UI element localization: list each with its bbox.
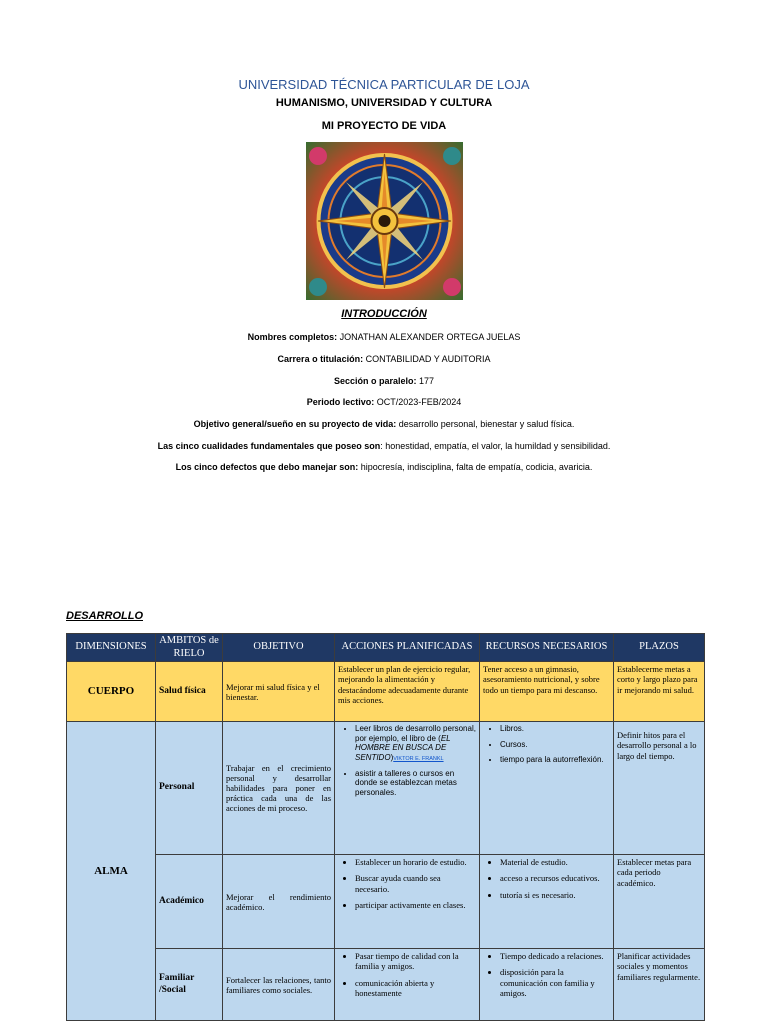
list-item: • asistir a talleres o cursos en donde se establezcan metas personales. xyxy=(355,769,476,798)
list-item: • tutoría si es necesario. xyxy=(500,890,610,900)
table-row-personal xyxy=(67,722,705,855)
plazos-cell: Planificar actividades sociales y momentos familiares regularmente. xyxy=(614,949,705,1021)
subject-title: HUMANISMO, UNIVERSIDAD Y CULTURA xyxy=(275,97,493,109)
info-label: Carrera o titulación: xyxy=(277,354,364,364)
dimension-cell: ALMA xyxy=(67,722,156,1021)
list-item xyxy=(355,724,476,762)
objetivo-cell: Mejorar mi salud física y el bienestar. xyxy=(223,662,335,722)
list-item: • acceso a recursos educativos. xyxy=(500,873,610,883)
ambito-cell: Académico xyxy=(156,855,223,949)
development-heading: DESARROLLO xyxy=(66,610,143,622)
header-plazos: PLAZOS xyxy=(614,634,705,662)
compass-emblem-image xyxy=(306,142,463,300)
info-value: JONATHAN ALEXANDER ORTEGA JUELAS xyxy=(337,332,521,342)
accion-text: Leer libros de desarrollo personal, por ejemplo, el libro de ( xyxy=(355,724,476,743)
info-value: desarrollo personal, bienestar y salud física. xyxy=(396,419,575,429)
dimension-cell: CUERPO xyxy=(67,662,156,722)
list-item: • Establecer un horario de estudio. xyxy=(355,857,476,867)
table-row-academico xyxy=(67,855,705,949)
project-title: MI PROYECTO DE VIDA xyxy=(321,120,447,132)
header-ambitos: AMBITOS de RIELO xyxy=(156,634,223,662)
info-line-objective xyxy=(0,419,768,429)
objetivo-cell: Fortalecer las relaciones, tanto familiares como sociales. xyxy=(223,949,335,1021)
info-value: 177 xyxy=(416,376,435,386)
acciones-cell xyxy=(335,949,480,1021)
table-row-cuerpo xyxy=(67,662,705,722)
info-value: hipocresía, indisciplina, falta de empatía, codicia, avaricia. xyxy=(358,462,593,472)
recursos-cell xyxy=(480,855,614,949)
university-name: UNIVERSIDAD TÉCNICA PARTICULAR DE LOJA xyxy=(238,77,530,92)
list-item: • Material de estudio. xyxy=(500,857,610,867)
recursos-cell: Tener acceso a un gimnasio, asesoramiento nutricional, y sobre todo un tiempo para mi descanso. xyxy=(480,662,614,722)
info-line-defects xyxy=(0,462,768,472)
list-item: • Pasar tiempo de calidad con la familia y amigos. xyxy=(355,951,476,971)
accion-text: ) xyxy=(390,752,394,762)
acciones-cell xyxy=(335,722,480,855)
objetivo-cell: Mejorar el rendimiento académico. xyxy=(223,855,335,949)
info-line-qualities xyxy=(0,441,768,451)
info-label: Sección o paralelo: xyxy=(333,376,417,386)
info-line-names xyxy=(0,332,768,342)
info-label: Objetivo general/sueño en su proyecto de vida: xyxy=(193,419,397,429)
info-value: : honestidad, empatía, el valor, la humildad y sensibilidad. xyxy=(380,441,611,451)
acciones-cell: Establecer un plan de ejercicio regular, mejorando la alimentación y destacándome adecuadamente durante mis acciones. xyxy=(335,662,480,722)
plazos-cell: Definir hitos para el desarrollo personal a lo largo del tiempo. xyxy=(614,722,705,855)
info-value: OCT/2023-FEB/2024 xyxy=(374,397,462,407)
ambito-cell: Salud física xyxy=(156,662,223,722)
list-item: • participar activamente en clases. xyxy=(355,900,476,910)
table-header-row xyxy=(67,634,705,662)
info-label: Las cinco cualidades fundamentales que poseo son xyxy=(157,441,381,451)
intro-heading: INTRODUCCIÓN xyxy=(341,308,427,320)
info-label: Nombres completos: xyxy=(247,332,338,342)
list-item: • Buscar ayuda cuando sea necesario. xyxy=(355,873,476,893)
info-value: CONTABILIDAD Y AUDITORIA xyxy=(363,354,491,364)
list-item: • Cursos. xyxy=(500,740,610,750)
header-objetivo: OBJETIVO xyxy=(223,634,335,662)
plazos-cell: Establecer metas para cada periodo académico. xyxy=(614,855,705,949)
recursos-cell xyxy=(480,722,614,855)
development-table xyxy=(66,633,705,1021)
info-line-career xyxy=(0,354,768,364)
book-title: EL HOMBRE EN BUSCA DE SENTIDO xyxy=(355,733,451,762)
acciones-cell xyxy=(335,855,480,949)
table-row-familiar xyxy=(67,949,705,1021)
info-label: Los cinco defectos que debo manejar son: xyxy=(175,462,359,472)
info-line-section xyxy=(0,376,768,386)
header-dimensiones: DIMENSIONES xyxy=(67,634,156,662)
header-acciones: ACCIONES PLANIFICADAS xyxy=(335,634,480,662)
ambito-cell: Personal xyxy=(156,722,223,855)
list-item: • tiempo para la autorreflexión. xyxy=(500,755,610,765)
header-recursos: RECURSOS NECESARIOS xyxy=(480,634,614,662)
objetivo-cell: Trabajar en el crecimiento personal y desarrollar habilidades para poner en práctica cada una de las acciones de mi proceso. xyxy=(223,722,335,855)
list-item: • comunicación abierta y honestamente xyxy=(355,978,476,998)
list-item: • Libros. xyxy=(500,724,610,734)
info-line-period xyxy=(0,397,768,407)
list-item: • Tiempo dedicado a relaciones. xyxy=(500,951,610,961)
list-item: • disposición para la comunicación con familia y amigos. xyxy=(500,967,610,998)
author-link[interactable]: VIKTOR E. FRANKL xyxy=(393,755,444,762)
info-label: Periodo lectivo: xyxy=(306,397,375,407)
ambito-cell: Familiar /Social xyxy=(156,949,223,1021)
recursos-cell xyxy=(480,949,614,1021)
plazos-cell: Establecerme metas a corto y largo plazo para ir mejorando mi salud. xyxy=(614,662,705,722)
